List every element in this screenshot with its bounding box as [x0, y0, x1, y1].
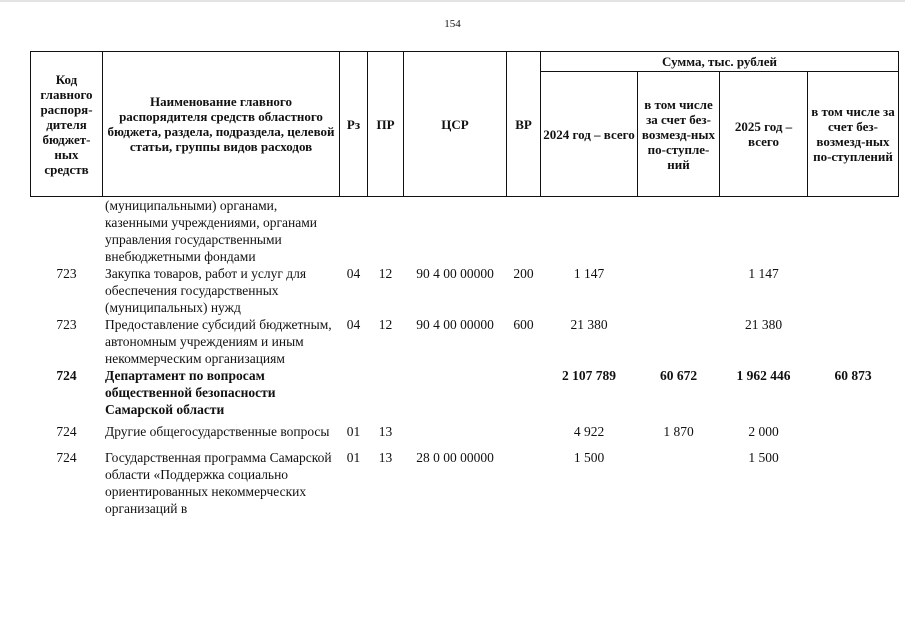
cell-2024-free: [638, 316, 720, 367]
cell-code: 723: [56, 266, 77, 281]
cell-csr: 90 4 00 00000: [416, 266, 494, 281]
cell-csr: [404, 418, 507, 440]
cell-vr: 600: [513, 317, 534, 332]
cell-csr: [404, 197, 507, 266]
cell-rz: 01: [346, 450, 361, 465]
header-csr: ЦСР: [404, 52, 507, 197]
cell-code: 724: [56, 424, 77, 439]
cell-2025-total: 1 147: [748, 266, 779, 281]
cell-name: (муниципальными) органами, казенными учреждениями, органами управления государственными внебюджетными фондами: [105, 198, 317, 264]
table-row: [31, 316, 899, 367]
cell-name: Департамент по вопросам общественной безопасности Самарской области: [105, 368, 276, 417]
header-vr: ВР: [507, 52, 541, 197]
cell-pr: 12: [378, 317, 393, 332]
header-2024-total: 2024 год – всего: [541, 72, 638, 197]
cell-2025-total: 1 500: [748, 450, 779, 465]
cell-2025-free: 60 873: [834, 368, 872, 383]
cell-code: 724: [56, 450, 77, 465]
cell-vr: 200: [513, 266, 534, 281]
cell-pr: 13: [378, 424, 393, 439]
cell-rz: [340, 367, 368, 418]
cell-csr: [404, 367, 507, 418]
cell-vr: [507, 197, 541, 266]
header-code: Код главного распоря-дителя бюджет-ных средств: [31, 52, 103, 197]
cell-name: Другие общегосударственные вопросы: [105, 424, 330, 439]
header-2024-free: в том числе за счет без-возмезд-ных по-ступле-ний: [638, 72, 720, 197]
header-2025-free: в том числе за счет без-возмезд-ных по-ступлений: [808, 72, 899, 197]
cell-2025-free: [808, 197, 899, 266]
page-number: 154: [444, 18, 461, 30]
table-body: [31, 197, 899, 518]
cell-2025-free: [808, 440, 899, 517]
cell-2025-total: 21 380: [744, 317, 783, 332]
cell-2024-total: 21 380: [570, 317, 608, 332]
cell-pr: [368, 197, 404, 266]
cell-2024-free: [638, 197, 720, 266]
cell-2024-total: [541, 197, 638, 266]
header-pr: ПР: [368, 52, 404, 197]
cell-csr: 28 0 00 00000: [416, 450, 494, 465]
cell-2025-free: [808, 316, 899, 367]
cell-2024-free: 60 672: [659, 368, 698, 383]
cell-2025-free: [808, 418, 899, 440]
table-row: [31, 265, 899, 316]
cell-name: Предоставление субсидий бюджетным, автономным учреждениям и иным некоммерческим организациям: [105, 317, 332, 366]
table-row: [31, 197, 899, 266]
cell-2024-total: 4 922: [573, 424, 605, 439]
header-name: Наименование главного распорядителя средств областного бюджета, раздела, подраздела, целевой статьи, группы видов расходов: [103, 52, 340, 197]
cell-2024-total: 2 107 789: [562, 368, 616, 383]
cell-2025-total: 1 962 446: [736, 368, 791, 383]
cell-2025-total: 2 000: [748, 424, 779, 439]
cell-pr: [368, 367, 404, 418]
cell-vr: [507, 418, 541, 440]
cell-code: 724: [56, 368, 77, 383]
cell-vr: [507, 440, 541, 517]
cell-pr: 12: [378, 266, 393, 281]
cell-rz: 04: [346, 266, 361, 281]
cell-rz: 01: [346, 424, 361, 439]
cell-rz: [340, 197, 368, 266]
cell-pr: 13: [378, 450, 393, 465]
cell-2024-free: [638, 440, 720, 517]
table-row: [31, 418, 899, 440]
scan-top-edge: [0, 0, 905, 2]
table-row: [31, 440, 899, 517]
cell-code: 723: [56, 317, 77, 332]
cell-2025-total: [720, 197, 808, 266]
table-row: [31, 367, 899, 418]
header-sum: Сумма, тыс. рублей: [541, 52, 899, 72]
cell-code: [31, 197, 103, 266]
cell-vr: [507, 367, 541, 418]
cell-csr: 90 4 00 00000: [416, 317, 494, 332]
cell-2025-free: [808, 265, 899, 316]
cell-2024-total: 1 500: [573, 450, 605, 465]
header-rz: Рз: [340, 52, 368, 197]
cell-2024-free: [638, 265, 720, 316]
cell-name: Закупка товаров, работ и услуг для обеспечения государственных (муниципальных) нужд: [105, 266, 307, 315]
budget-table: [30, 51, 899, 517]
cell-2024-total: 1 147: [573, 266, 605, 281]
header-2025-total: 2025 год – всего: [720, 72, 808, 197]
cell-rz: 04: [346, 317, 361, 332]
cell-name: Государственная программа Самарской области «Поддержка социально ориентированных некоммерческих организаций в: [105, 450, 332, 516]
cell-2024-free: 1 870: [663, 424, 694, 439]
